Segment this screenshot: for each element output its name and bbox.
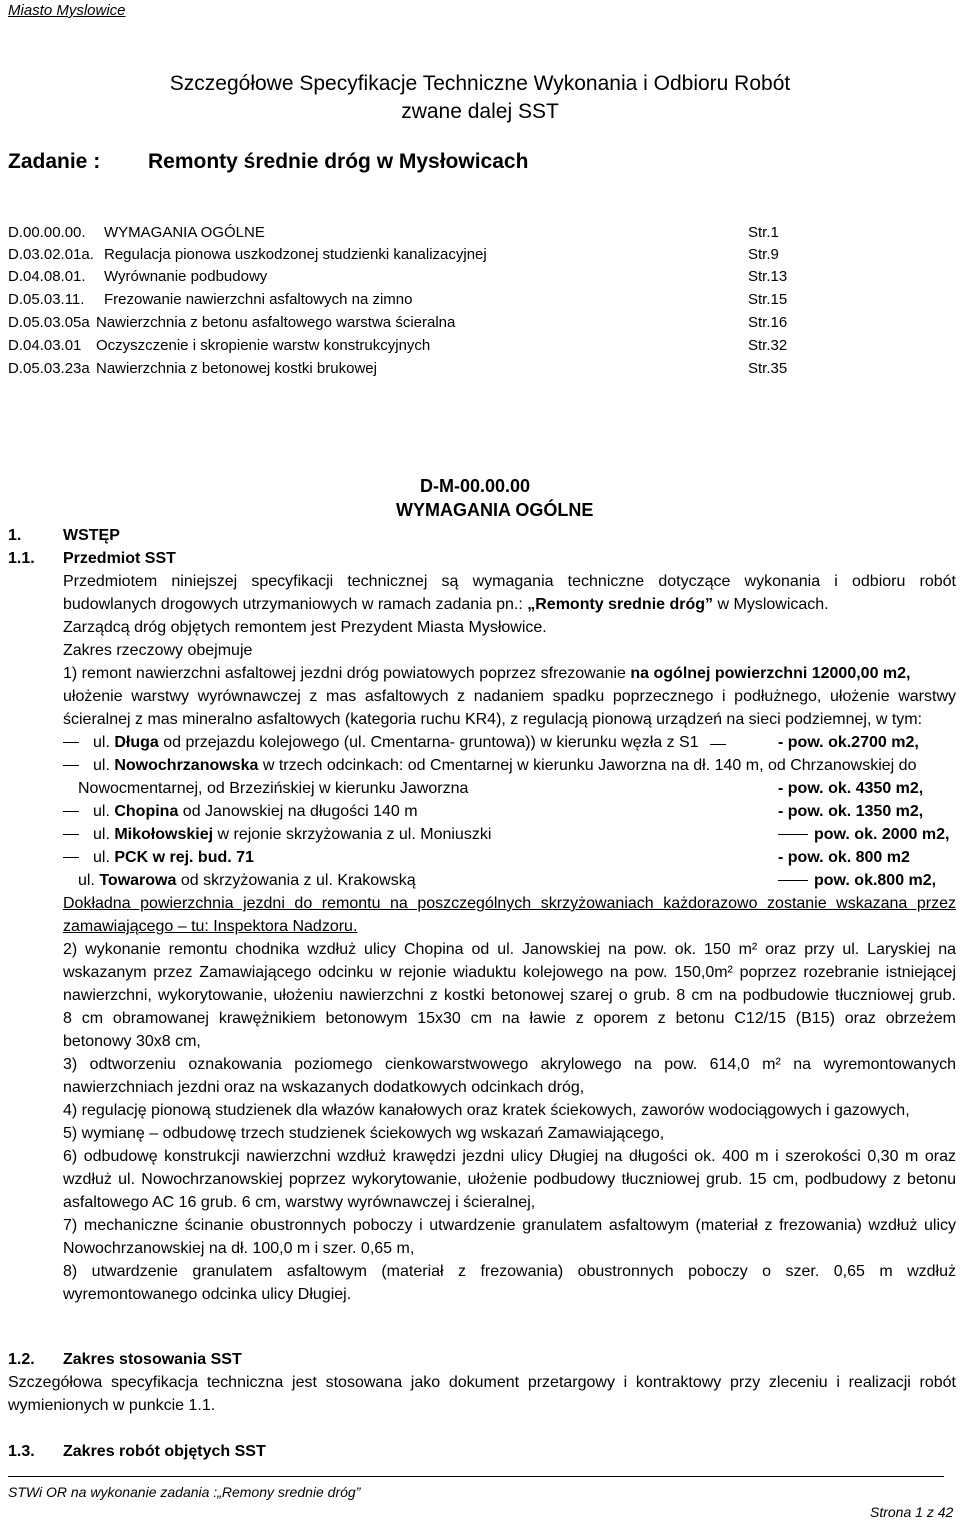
list-item — [78, 872, 416, 890]
heading-number: 1.2. — [8, 1351, 35, 1368]
paragraph-line: 7) mechaniczne ścinanie obustronnych poboczy i utwardzenie granulatem asfaltowym (materiał z frezowania) wzdłuż ulicy — [63, 1217, 956, 1234]
paragraph-line: 5) wymianę – odbudowę trzech studzienek ściekowych wg wskazań Zamawiającego, — [63, 1125, 665, 1142]
list-item — [63, 803, 418, 821]
footer-divider — [8, 1476, 944, 1477]
toc-code: D.05.03.05a — [8, 314, 90, 331]
paragraph-line: wymienionych w punkcie 1.1. — [8, 1397, 216, 1414]
paragraph-line: wzdłuż ul. Nowochrzanowskiej poprzez wykorytowanie, ułożenie podbudowy tłuczniowej grub. 15 cm, podbudowy z betonu — [63, 1171, 956, 1188]
paragraph-line: zamawiającego – tu: Inspektora Nadzoru. — [63, 918, 358, 935]
area-value — [778, 872, 936, 890]
area-value: - pow. ok. 4350 m2, — [778, 780, 924, 797]
street-name: Nowochrzanowska — [114, 757, 259, 774]
paragraph-line: Zarządcą dróg objętych remontem jest Prezydent Miasta Mysłowice. — [63, 619, 547, 636]
toc-page: Str.16 — [748, 314, 788, 331]
street-name: PCK w rej. bud. 71 — [114, 849, 254, 866]
dash-bullet — [63, 834, 79, 835]
heading-text: Zakres robót objętych SST — [63, 1443, 266, 1460]
street-name: Długa — [114, 734, 159, 751]
paragraph-line: 6) odbudowę konstrukcji nawierzchni wzdłuż krawędzi jezdni ulicy Długiej na długości ok. 400 m i szerokości 0,30 m oraz — [63, 1148, 956, 1165]
paragraph-line: ułożenie warstwy wyrównawczej z mas asfaltowych z nadaniem spadku poprzecznego i podłużnego, ułożenie warstwy — [63, 688, 956, 705]
list-item — [63, 826, 491, 844]
text-bold: na ogólnej powierzchni 12000,00 m2, — [630, 665, 911, 682]
toc-code: D.04.03.01 — [8, 337, 82, 354]
dash-bullet — [63, 742, 79, 743]
text-span: w trzech odcinkach: od Cmentarnej w kierunku Jaworzna na dł. 140 m, od Chrzanowskiej do — [258, 757, 917, 774]
area-value: - pow. ok. 800 m2 — [778, 849, 910, 866]
paragraph-line: nawierzchni, wykorytowanie, ułożeniu nawierzchni z kostki betonowej szarej o grub. 8 cm na podbudowie tłuczniowej grub. — [63, 987, 956, 1004]
toc-title: Frezowanie nawierzchni asfaltowych na zimno — [104, 291, 413, 308]
toc-code: D.03.02.01a. — [8, 246, 94, 263]
paragraph-line: Dokładna powierzchnia jezdni do remontu na poszczególnych skrzyżowaniach każdorazowo zostanie wskazana przez — [63, 895, 956, 912]
toc-code: D.00.00.00. — [8, 224, 86, 241]
toc-page: Str.32 — [748, 337, 788, 354]
paragraph-line: wskazanym przez Zamawiającego odcinku w rejonie wiaduktu kolejowego na pow. 150,0m² poprzez rozebranie istniejącej — [63, 964, 956, 981]
heading-number: 1.1. — [8, 550, 35, 567]
street-name: Mikołowskiej — [114, 826, 214, 843]
area-value — [778, 826, 949, 844]
area-value: - pow. ok.2700 m2, — [778, 734, 919, 751]
area-text: pow. ok.800 m2, — [814, 872, 937, 889]
paragraph-line: betonowy 30x8 cm, — [63, 1033, 201, 1050]
paragraph-line: Nowochrzanowskiej na dł. 100,0 m i szer. 0,65 m, — [63, 1240, 415, 1257]
toc-page: Str.9 — [748, 246, 779, 263]
text-span: budowlanych drogowych utrzymaniowych w ramach zadania pn.: — [63, 596, 528, 613]
page-number: Strona 1 z 42 — [870, 1504, 954, 1520]
page-header: Miasto Myslowice — [8, 2, 126, 19]
document-subtitle: zwane dalej SST — [401, 100, 559, 123]
heading-number: 1.3. — [8, 1443, 35, 1460]
dash-bullet — [778, 834, 808, 835]
section-title: WYMAGANIA OGÓLNE — [396, 500, 594, 520]
toc-title: Wyrównanie podbudowy — [104, 268, 268, 285]
list-item — [63, 757, 916, 775]
heading-text: Przedmiot SST — [63, 550, 176, 567]
text-span: w Myslowicach. — [713, 596, 829, 613]
dash-bullet — [710, 744, 726, 745]
toc-code: D.04.08.01. — [8, 268, 86, 285]
toc-page: Str.1 — [748, 224, 779, 241]
street-name: Chopina — [114, 803, 179, 820]
toc-title: Regulacja pionowa uszkodzonej studzienki kanalizacyjnej — [104, 246, 487, 263]
text-span: ul. — [93, 849, 115, 866]
paragraph-line — [63, 596, 829, 614]
area-text: pow. ok. 2000 m2, — [814, 826, 950, 843]
toc-title: Nawierzchnia z betonu asfaltowego warstwa ścieralna — [96, 314, 456, 331]
text-span: od skrzyżowania z ul. Krakowską — [176, 872, 416, 889]
footer-left: STWi OR na wykonanie zadania :„Remony srednie dróg” — [8, 1484, 361, 1500]
text-span: ul. — [78, 872, 100, 889]
paragraph-line: Zakres rzeczowy obejmuje — [63, 642, 253, 659]
task-value: Remonty średnie dróg w Mysłowicach — [148, 150, 529, 173]
paragraph-line: 2) wykonanie remontu chodnika wzdłuż ulicy Chopina od ul. Janowskiej na pow. ok. 150 m² oraz przy ul. Laryskiej na — [63, 941, 956, 958]
toc-title: Oczyszczenie i skropienie warstw konstrukcyjnych — [96, 337, 431, 354]
text-span: od Janowskiej na długości 140 m — [178, 803, 418, 820]
paragraph-line: 3) odtworzeniu oznakowania poziomego cienkowarstwowego akrylowego na pow. 614,0 m² na wyremontowanych — [63, 1056, 956, 1073]
dash-bullet — [63, 857, 79, 858]
text-span: 1) remont nawierzchni asfaltowej jezdni dróg powiatowych poprzez sfrezowanie — [63, 665, 631, 682]
task-label: Zadanie : — [8, 150, 101, 173]
dash-bullet — [63, 811, 79, 812]
toc-page: Str.13 — [748, 268, 788, 285]
paragraph-line: 8) utwardzenie granulatem asfaltowym (materiał z frezowania) obustronnych poboczy o szer. 0,65 m wzdłuż — [63, 1263, 956, 1280]
text-span: ul. — [93, 734, 115, 751]
toc-title: Nawierzchnia z betonowej kostki brukowej — [96, 360, 377, 377]
list-item — [63, 849, 254, 867]
toc-code: D.05.03.23a — [8, 360, 90, 377]
section-code: D-M-00.00.00 — [420, 476, 531, 496]
toc-code: D.05.03.11. — [8, 291, 85, 308]
paragraph-line: 8 cm obramowanej krawężnikiem betonowym 15x30 cm na ławie z oporem z betonu C12/15 (B15) oraz obrzeżem — [63, 1010, 956, 1027]
paragraph-line: wyremontowanego odcinka ulicy Długiej. — [63, 1286, 352, 1303]
paragraph-line: Przedmiotem niniejszej specyfikacji technicznej są wymagania techniczne dotyczące wykonania i odbioru robót — [63, 573, 956, 590]
paragraph-line: ścieralnej z mas mineralno asfaltowych (kategoria ruchu KR4), z regulacją pionową urządzeń na sieci podziemnej, w tym: — [63, 711, 923, 728]
heading-number: 1. — [8, 527, 22, 544]
toc-title: WYMAGANIA OGÓLNE — [104, 224, 265, 241]
text-span: ul. — [93, 757, 115, 774]
text-span: ul. — [93, 826, 115, 843]
text-span: od przejazdu kolejowego (ul. Cmentarna- gruntowa)) w kierunku węzła z S1 — [158, 734, 699, 751]
text-span: ul. — [93, 803, 115, 820]
list-item: Nowocmentarnej, od Brzezińskiej w kierunku Jaworzna — [78, 780, 469, 797]
paragraph-line: nawierzchniach jezdni oraz na wskazanych dodatkowych odcinkach dróg, — [63, 1079, 585, 1096]
list-item — [63, 734, 699, 752]
toc-page: Str.15 — [748, 291, 788, 308]
dash-bullet — [778, 880, 808, 881]
heading-text: Zakres stosowania SST — [63, 1351, 242, 1368]
paragraph-line: asfaltowego AC 16 grub. 6 cm, warstwy wyrównawczej i ścieralnej, — [63, 1194, 536, 1211]
area-value: - pow. ok. 1350 m2, — [778, 803, 924, 820]
document-title: Szczegółowe Specyfikacje Techniczne Wykonania i Odbioru Robót — [169, 72, 791, 95]
paragraph-line: Szczegółowa specyfikacja techniczna jest stosowana jako dokument przetargowy i kontraktowy przy zleceniu i realizacji robót — [8, 1374, 956, 1391]
paragraph-line — [63, 665, 910, 683]
heading-text: WSTĘP — [63, 527, 120, 544]
dash-bullet — [63, 765, 79, 766]
paragraph-line: 4) regulację pionową studzienek dla włazów kanałowych oraz kratek ściekowych, zaworów wodociągowych i gazowych, — [63, 1102, 910, 1119]
task-name-bold: „Remonty srednie dróg” — [527, 596, 714, 613]
street-name: Towarowa — [99, 872, 177, 889]
text-span: w rejonie skrzyżowania z ul. Moniuszki — [213, 826, 492, 843]
toc-page: Str.35 — [748, 360, 788, 377]
